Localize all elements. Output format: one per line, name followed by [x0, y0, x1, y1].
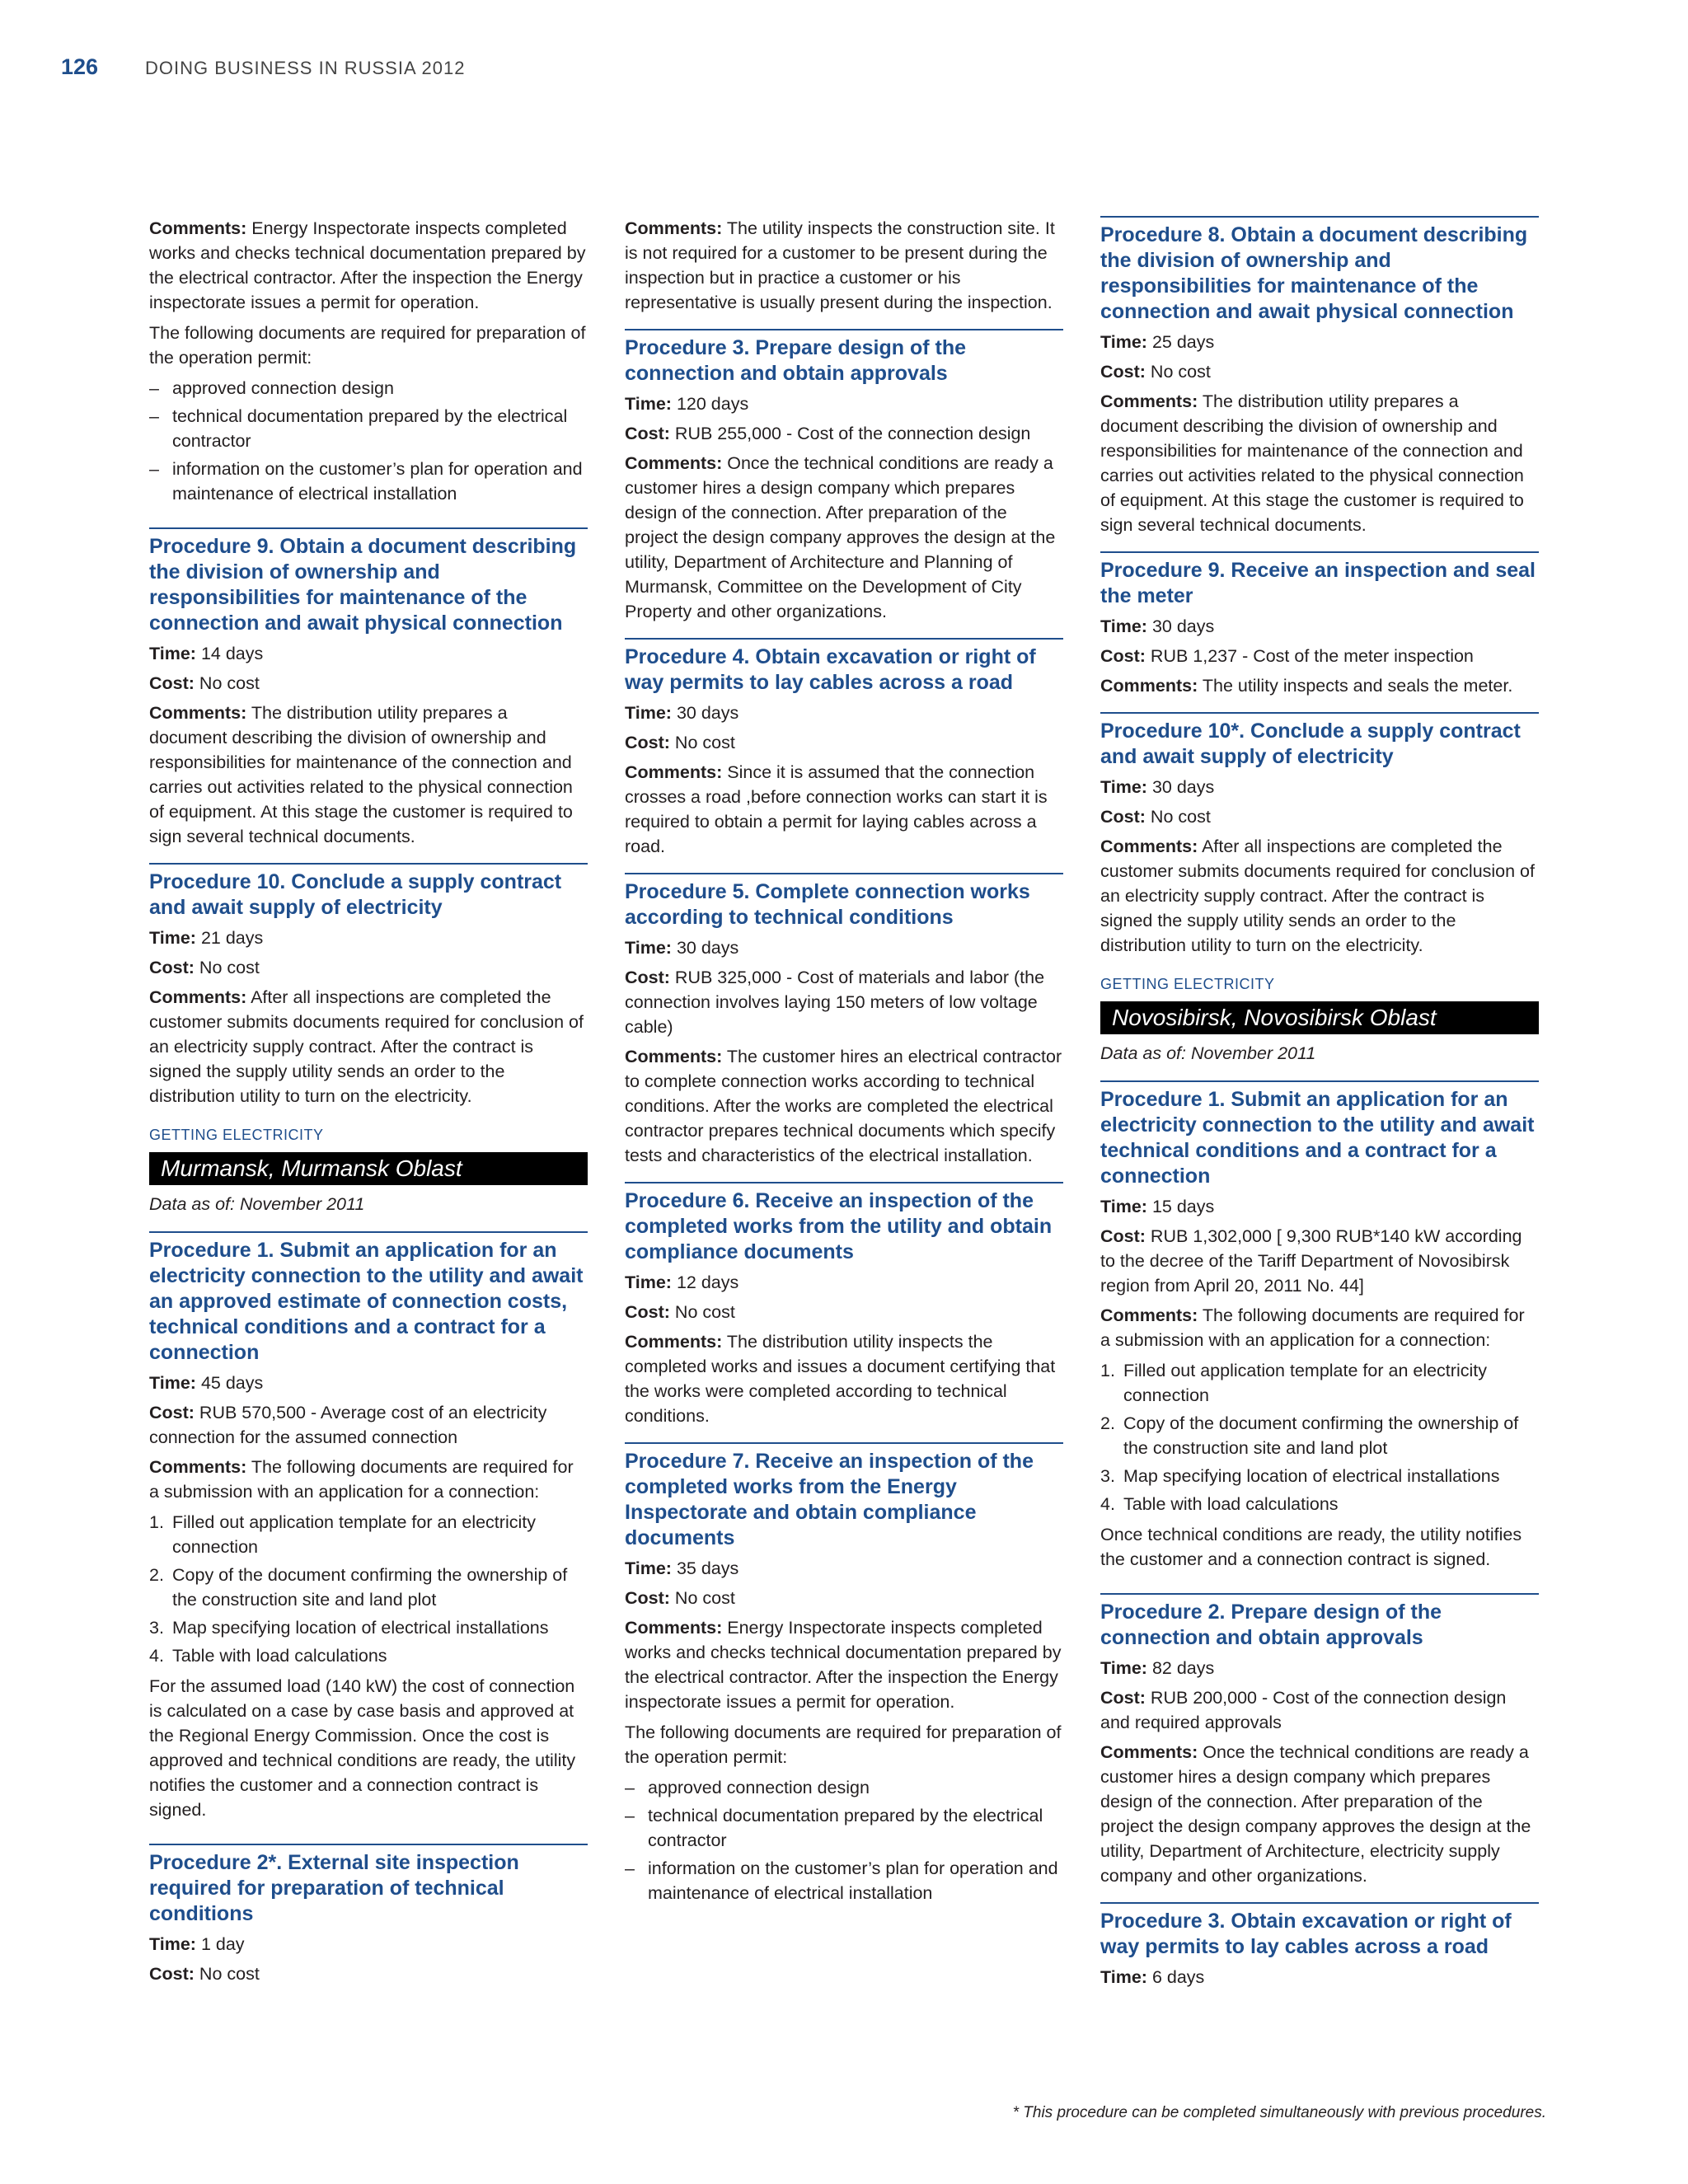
publication-title: DOING BUSINESS IN RUSSIA 2012	[145, 58, 466, 78]
procedure-heading: Procedure 10*. Conclude a supply contract and await supply of electricity	[1100, 712, 1539, 770]
comments-paragraph: Comments: Once the technical conditions are ready a customer hires a design company which prepares design of the connection. After preparation of the project the design company approves the design at the utility, Department of Architecture and Planning of Murmansk, Committee on the Development of City Property and other organizations.	[625, 453, 1056, 621]
comments-paragraph: Comments: After all inspections are completed the customer submits documents required for conclusion of an electricity supply contract. After the contract is signed the supply utility sends an order to the distribution utility to turn on the electricity.	[149, 987, 584, 1106]
time-row: Time: 14 days	[149, 644, 264, 663]
numbered-list	[1100, 1358, 1539, 1516]
list-item: – approved connection design	[149, 378, 394, 398]
list-item: 2. Copy of the document confirming the ownership of the construction site and land plot	[1100, 1413, 1519, 1458]
list-item: 2. Copy of the document confirming the ownership of the construction site and land plot	[149, 1565, 568, 1610]
comments-paragraph: Comments: Since it is assumed that the connection crosses a road ,before connection works can start it is required to obtain a permit for laying cables across a road.	[625, 762, 1048, 856]
time-row: Time: 30 days	[625, 703, 739, 723]
page-header	[61, 54, 465, 82]
data-as-of: Data as of: November 2011	[149, 1194, 365, 1214]
paragraph: Once technical conditions are ready, the utility notifies the customer and a connection contract is signed.	[1100, 1525, 1522, 1569]
city-banner: Murmansk, Murmansk Oblast	[149, 1152, 588, 1185]
procedure-heading: Procedure 1. Submit an application for an electricity connection to the utility and await technical conditions and a contract for a connection	[1100, 1080, 1539, 1189]
list-item: 4. Table with load calculations	[149, 1646, 387, 1666]
procedure-heading: Procedure 1. Submit an application for an electricity connection to the utility and await an approved estimate of connection costs, technical conditions and a contract for a connection	[149, 1231, 588, 1366]
list-item: 1. Filled out application template for an electricity connection	[149, 1512, 536, 1557]
city-banner: Novosibirsk, Novosibirsk Oblast	[1100, 1001, 1539, 1034]
cost-row: Cost: RUB 325,000 - Cost of materials and labor (the connection involves laying 150 meters of low voltage cable)	[625, 968, 1045, 1037]
comments-paragraph: Comments: The distribution utility inspects the completed works and issues a document certifying that the works were completed according to technical conditions.	[625, 1332, 1056, 1426]
procedure-heading: Procedure 10. Conclude a supply contract and await supply of electricity	[149, 863, 588, 921]
comments-paragraph: Comments: The following documents are required for a submission with an application for a connection:	[1100, 1305, 1525, 1350]
numbered-list	[149, 1510, 588, 1668]
procedure-heading: Procedure 9. Obtain a document describing the division of ownership and responsibilities for maintenance of the connection and await physical connection	[149, 527, 588, 636]
comments-paragraph: Comments: The following documents are required for a submission with an application for a connection:	[149, 1457, 574, 1502]
procedure-heading: Procedure 2*. External site inspection required for preparation of technical conditions	[149, 1844, 588, 1927]
comments-paragraph: Comments: After all inspections are completed the customer submits documents required for conclusion of an electricity supply contract. After the contract is signed the supply utility sends an order to the distribution utility to turn on the electricity.	[1100, 837, 1535, 955]
cost-row: Cost: No cost	[625, 1588, 735, 1608]
page-number: 126	[61, 54, 99, 79]
cost-row: Cost: RUB 1,302,000 [ 9,300 RUB*140 kW according to the decree of the Tariff Department of Novosibirsk region from April 20, 2011 No. 44]	[1100, 1226, 1522, 1296]
comments-paragraph: Comments: The distribution utility prepares a document describing the division of ownership and responsibilities for maintenance of the connection and carries out activities related to the physical connection of equipment. At this stage the customer is required to sign several technical documents.	[149, 703, 573, 846]
list-item: 3. Map specifying location of electrical installations	[149, 1618, 549, 1638]
procedure-heading: Procedure 3. Prepare design of the connection and obtain approvals	[625, 329, 1063, 387]
paragraph: The following documents are required for preparation of the operation permit:	[149, 323, 586, 368]
time-row: Time: 21 days	[149, 928, 264, 948]
comments-paragraph: Comments: Energy Inspectorate inspects completed works and checks technical documentation prepared by the electrical contractor. After the inspection the Energy inspectorate issues a permit for operation.	[625, 1618, 1062, 1712]
cost-row: Cost: No cost	[149, 958, 260, 977]
data-as-of: Data as of: November 2011	[1100, 1043, 1316, 1063]
cost-row: Cost: No cost	[149, 1964, 260, 1984]
list-item: – approved connection design	[625, 1778, 870, 1797]
time-row: Time: 82 days	[1100, 1658, 1215, 1678]
procedure-heading: Procedure 9. Receive an inspection and seal the meter	[1100, 551, 1539, 609]
section-label: GETTING ELECTRICITY	[149, 1127, 324, 1143]
time-row: Time: 1 day	[149, 1934, 245, 1954]
time-row: Time: 45 days	[149, 1373, 264, 1393]
dash-list	[625, 1775, 1063, 1905]
comments-paragraph: Comments: Energy Inspectorate inspects completed works and checks technical documentation prepared by the electrical contractor. After the inspection the Energy inspectorate issues a permit for operation.	[149, 218, 586, 312]
column-2	[625, 216, 1063, 1911]
paragraph: The following documents are required for preparation of the operation permit:	[625, 1722, 1062, 1767]
time-row: Time: 12 days	[625, 1272, 739, 1292]
cost-row: Cost: No cost	[625, 1302, 735, 1322]
list-item: 3. Map specifying location of electrical installations	[1100, 1466, 1500, 1486]
time-row: Time: 30 days	[1100, 616, 1215, 636]
time-row: Time: 30 days	[1100, 777, 1215, 797]
time-row: Time: 35 days	[625, 1558, 739, 1578]
comments-paragraph: Comments: The utility inspects the construction site. It is not required for a customer to be present during the inspection but in practice a customer or his representative is usually present during the inspection.	[625, 218, 1055, 312]
procedure-heading: Procedure 4. Obtain excavation or right of way permits to lay cables across a road	[625, 638, 1063, 696]
comments-paragraph: Comments: Once the technical conditions are ready a customer hires a design company which prepares design of the connection. After preparation of the project the design company approves the design at the utility, Department of Architecture, electricity supply company and other organizations.	[1100, 1742, 1531, 1886]
time-row: Time: 120 days	[625, 394, 749, 414]
column-3	[1100, 216, 1539, 1994]
cost-row: Cost: No cost	[1100, 807, 1211, 827]
time-row: Time: 30 days	[625, 938, 739, 958]
list-item: 1. Filled out application template for an electricity connection	[1100, 1361, 1487, 1405]
procedure-heading: Procedure 2. Prepare design of the connection and obtain approvals	[1100, 1593, 1539, 1651]
procedure-heading: Procedure 5. Complete connection works according to technical conditions	[625, 873, 1063, 930]
cost-row: Cost: RUB 200,000 - Cost of the connection design and required approvals	[1100, 1688, 1507, 1732]
cost-row: Cost: RUB 255,000 - Cost of the connection design	[625, 424, 1031, 443]
procedure-heading: Procedure 7. Receive an inspection of the completed works from the Energy Inspectorate and obtain compliance documents	[625, 1442, 1063, 1551]
paragraph: For the assumed load (140 kW) the cost of connection is calculated on a case by case basis and approved at the Regional Energy Commission. Once the cost is approved and technical conditions are ready, the utility notifies the customer and a connection contract is signed.	[149, 1676, 576, 1820]
procedure-heading: Procedure 8. Obtain a document describing the division of ownership and responsibilities for maintenance of the connection and await physical connection	[1100, 216, 1539, 325]
comments-paragraph: Comments: The distribution utility prepares a document describing the division of ownership and responsibilities for maintenance of the connection and carries out activities related to the physical connection of equipment. At this stage the customer is required to sign several technical documents.	[1100, 391, 1524, 535]
cost-row: Cost: No cost	[625, 733, 735, 752]
column-1	[149, 216, 588, 1991]
list-item: – technical documentation prepared by the electrical contractor	[149, 406, 568, 451]
procedure-heading: Procedure 3. Obtain excavation or right of way permits to lay cables across a road	[1100, 1902, 1539, 1960]
time-row: Time: 15 days	[1100, 1197, 1215, 1216]
list-item: – technical documentation prepared by the electrical contractor	[625, 1806, 1043, 1850]
dash-list	[149, 376, 588, 506]
comments-paragraph: Comments: The customer hires an electrical contractor to complete connection works according to technical conditions. After the works are completed the electrical contractor prepares technical documents which specify tests and characteristics of the electrical installation.	[625, 1047, 1062, 1165]
list-item: – information on the customer’s plan for operation and maintenance of electrical installation	[625, 1858, 1058, 1903]
cost-row: Cost: RUB 570,500 - Average cost of an electricity connection for the assumed connection	[149, 1403, 547, 1447]
time-row: Time: 25 days	[1100, 332, 1215, 352]
cost-row: Cost: RUB 1,237 - Cost of the meter inspection	[1100, 646, 1474, 666]
cost-row: Cost: No cost	[149, 673, 260, 693]
footnote: * This procedure can be completed simultaneously with previous procedures.	[1012, 2104, 1546, 2121]
list-item: – information on the customer’s plan for operation and maintenance of electrical installation	[149, 459, 583, 504]
section-label: GETTING ELECTRICITY	[1100, 976, 1275, 992]
time-row: Time: 6 days	[1100, 1967, 1205, 1987]
list-item: 4. Table with load calculations	[1100, 1494, 1339, 1514]
comments-paragraph: Comments: The utility inspects and seals the meter.	[1100, 676, 1513, 696]
procedure-heading: Procedure 6. Receive an inspection of the completed works from the utility and obtain compliance documents	[625, 1182, 1063, 1265]
cost-row: Cost: No cost	[1100, 362, 1211, 382]
